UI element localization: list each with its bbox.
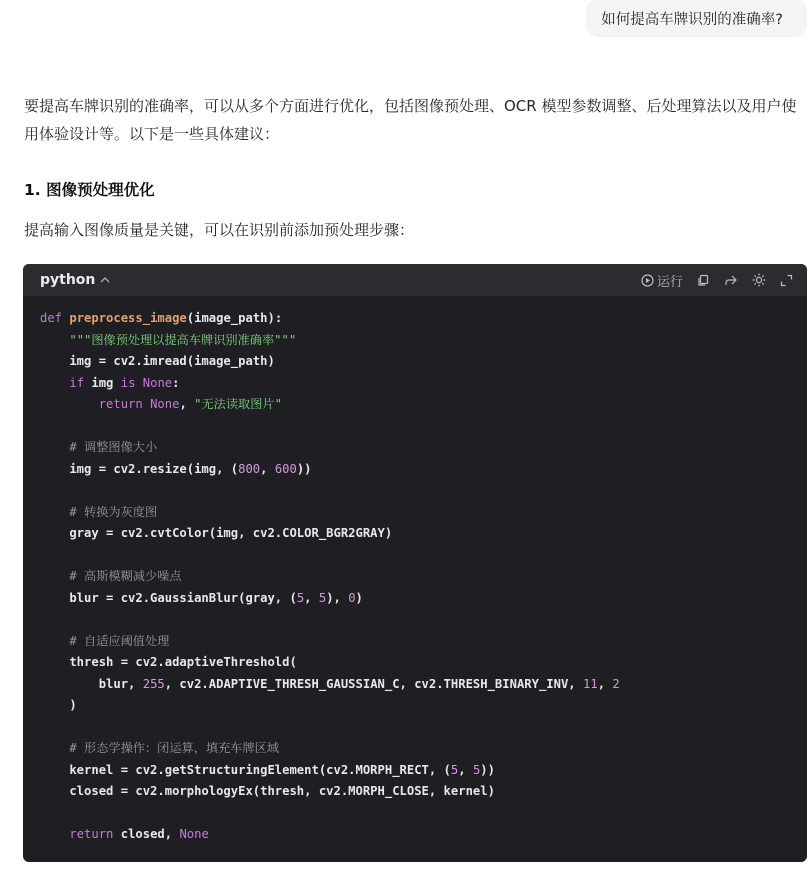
code-line: blur, 255, cv2.ADAPTIVE_THRESH_GAUSSIAN_C, cv2.THRESH_BINARY_INV, 11, 2	[40, 676, 620, 691]
run-label: 运行	[656, 274, 683, 290]
code-line: if img is None:	[69, 375, 180, 390]
code-line: # 转换为灰度图	[40, 504, 158, 519]
code-line: blur = cv2.GaussianBlur(gray, (5, 5), 0)	[40, 590, 363, 605]
caret-up-icon[interactable]	[100, 274, 110, 287]
expand-icon[interactable]	[780, 274, 793, 287]
code-content	[23, 296, 807, 846]
user-message-text: 如何提高车牌识别的准确率?	[601, 11, 783, 28]
theme-icon[interactable]	[752, 273, 766, 287]
code-line: # 自适应阈值处理	[40, 633, 170, 648]
code-line: return closed, None	[69, 827, 209, 841]
user-message-bubble	[586, 0, 807, 37]
code-line: """图像预处理以提高车牌识别准确率"""	[69, 332, 297, 347]
section-title: 1. 图像预处理优化	[24, 181, 155, 199]
copy-icon[interactable]	[697, 274, 710, 287]
code-line: gray = cv2.cvtColor(img, cv2.COLOR_BGR2GRAY)	[40, 526, 393, 540]
code-header	[23, 264, 807, 296]
section-lead: 提高输入图像质量是关键，可以在识别前添加预处理步骤：	[24, 221, 415, 239]
code-line: # 高斯模糊减少噪点	[40, 569, 182, 583]
share-icon[interactable]	[724, 274, 738, 287]
code-line: def preprocess_image(image_path):	[40, 311, 283, 325]
code-line: )	[40, 698, 77, 712]
code-toolbar	[641, 271, 807, 290]
code-line: kernel = cv2.getStructuringElement(cv2.MORPH_RECT, (5, 5))	[40, 762, 495, 777]
code-line: # 调整图像大小	[40, 440, 158, 454]
code-language-label: python	[40, 272, 96, 288]
code-block	[23, 264, 807, 862]
run-button[interactable]	[641, 271, 683, 290]
code-line: img = cv2.resize(img, (800, 600))	[40, 461, 312, 476]
code-line: thresh = cv2.adaptiveThreshold(	[40, 655, 297, 669]
answer-intro: 要提高车牌识别的准确率，可以从多个方面进行优化，包括图像预处理、OCR 模型参数调整、后处理算法以及用户使用体验设计等。以下是一些具体建议：	[24, 97, 797, 143]
code-line: closed = cv2.morphologyEx(thresh, cv2.MORPH_CLOSE, kernel)	[40, 784, 495, 798]
code-line: return None, "无法读取图片"	[98, 397, 282, 411]
code-line: img = cv2.imread(image_path)	[40, 354, 275, 368]
code-line: # 形态学操作：闭运算，填充车牌区域	[40, 741, 280, 755]
run-icon	[641, 274, 654, 287]
